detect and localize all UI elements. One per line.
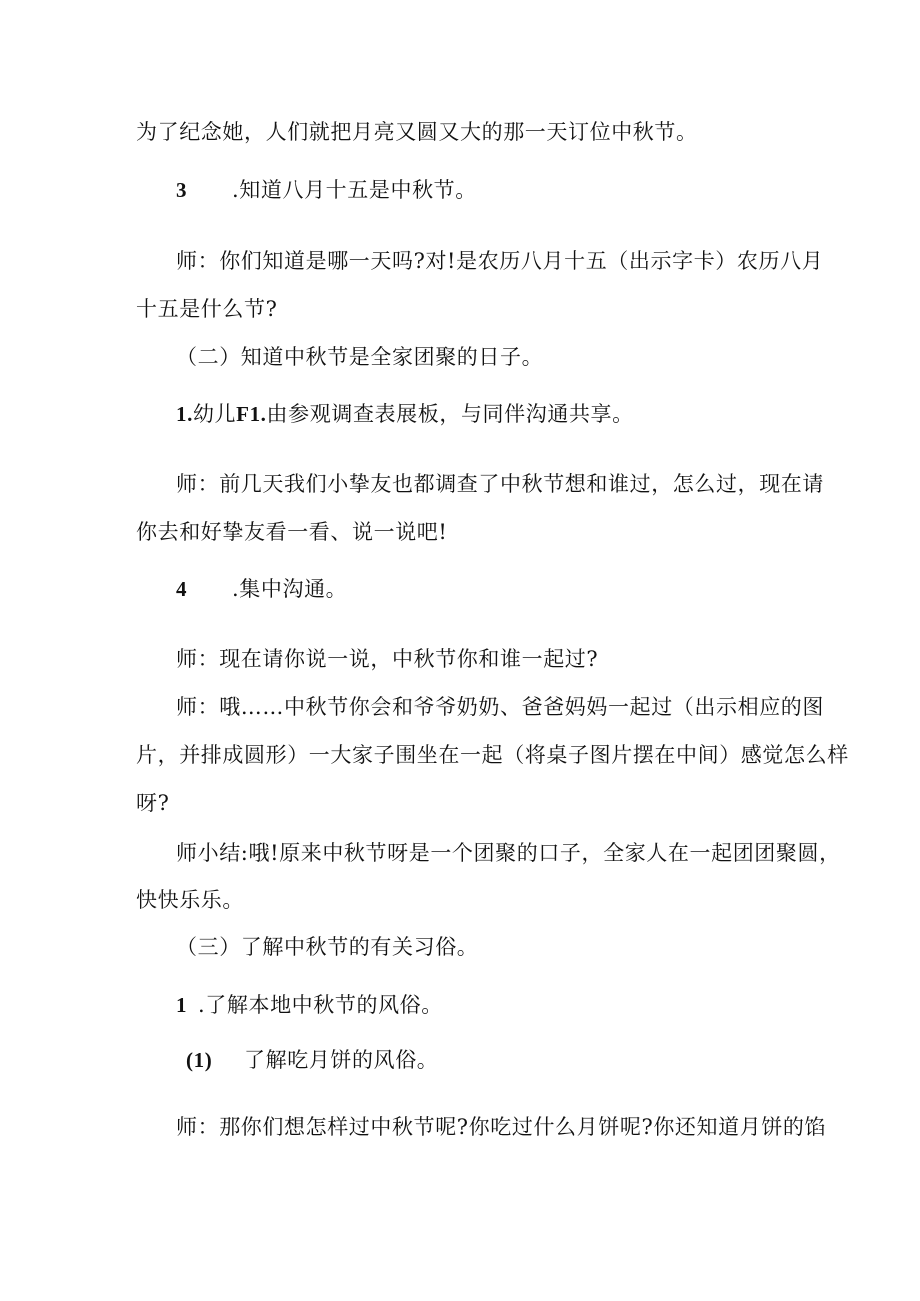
step-number: 3 <box>176 178 188 202</box>
teacher-question-line-2: 十五是什么节? <box>136 297 278 321</box>
step-text: .知道八月十五是中秋节。 <box>232 178 477 202</box>
step-number: 1 <box>176 993 188 1017</box>
step-number: 1. <box>176 402 193 426</box>
step-text-a: 幼儿 <box>192 402 237 426</box>
section-heading-3: （三）了解中秋节的有关习俗。 <box>176 935 479 959</box>
step-1-local-customs <box>176 991 443 1019</box>
step-text: .了解本地中秋节的风俗。 <box>198 993 443 1017</box>
teacher-ask: 师：现在请你说一说，中秋节你和谁一起过? <box>176 647 599 671</box>
step-text: .集中沟通。 <box>232 577 348 601</box>
step-text-b: 由参观调查表展板，与同伴沟通共享。 <box>266 402 634 426</box>
step-1-children-visit <box>176 400 634 428</box>
step-4 <box>176 575 347 603</box>
teacher-prompt-line-1: 师：前几天我们小挚友也都调查了中秋节想和谁过，怎么过，现在请 <box>176 472 824 496</box>
paragraph-legend-end: 为了纪念她，人们就把月亮又圆又大的那一天订位中秋节。 <box>136 120 698 144</box>
teacher-mooncake-question: 师：那你们想怎样过中秋节呢?你吃过什么月饼呢?你还知道月饼的馅 <box>176 1115 827 1139</box>
teacher-summary-line-2: 快快乐乐。 <box>136 888 244 912</box>
sub-item-1 <box>186 1046 438 1074</box>
sub-item-text: 了解吃月饼的风俗。 <box>244 1048 439 1072</box>
teacher-prompt-line-2: 你去和好挚友看一看、说一说吧! <box>136 520 448 544</box>
sub-item-number: (1) <box>186 1048 213 1072</box>
teacher-question-line-1: 师：你们知道是哪一天吗?对!是农历八月十五（出示字卡）农历八月 <box>176 249 824 273</box>
teacher-description-line-3: 呀? <box>136 791 170 815</box>
teacher-summary-line-1: 师小结:哦!原来中秋节呀是一个团聚的口子，全家人在一起团团聚圆， <box>176 841 841 865</box>
step-marker: F1. <box>236 402 267 426</box>
step-number: 4 <box>176 577 188 601</box>
teacher-description-line-1: 师：哦……中秋节你会和爷爷奶奶、爸爸妈妈一起过（出示相应的图 <box>176 695 824 719</box>
section-heading-2: （二）知道中秋节是全家团聚的日子。 <box>176 345 544 369</box>
step-3 <box>176 176 477 204</box>
teacher-description-line-2: 片，并排成圆形）一大家子围坐在一起（将桌子图片摆在中间）感觉怎么样 <box>136 743 849 767</box>
